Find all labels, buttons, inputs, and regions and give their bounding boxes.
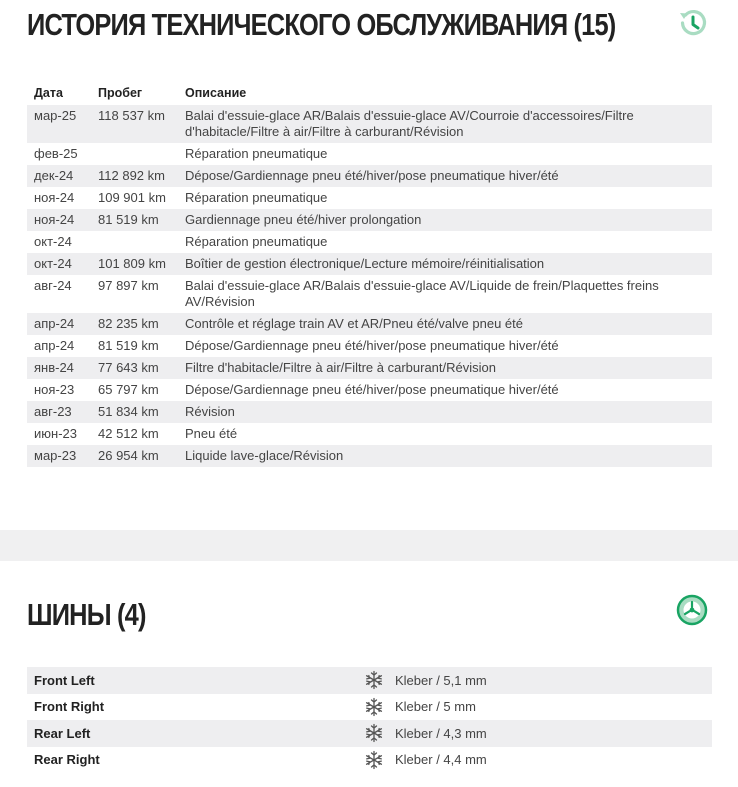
row-mileage: 26 954 km bbox=[91, 445, 178, 467]
section-divider bbox=[0, 530, 738, 561]
row-date: апр-24 bbox=[34, 338, 75, 353]
row-mileage: 81 519 km bbox=[91, 209, 178, 231]
row-date: окт-24 bbox=[27, 253, 91, 275]
row-mileage bbox=[91, 231, 178, 253]
tires-section bbox=[0, 561, 738, 787]
tire-info: Kleber / 4,4 mm bbox=[395, 752, 487, 768]
tire-info: Kleber / 5,1 mm bbox=[388, 667, 712, 694]
row-description: Révision bbox=[178, 401, 712, 423]
row-description: Liquide lave-glace/Révision bbox=[178, 445, 712, 467]
table-row bbox=[27, 445, 712, 467]
row-date: окт-24 bbox=[34, 234, 72, 249]
row-mileage bbox=[91, 143, 178, 165]
history-icon[interactable] bbox=[675, 6, 709, 40]
row-description: Balai d'essuie-glace AR/Balais d'essuie-glace AV/Liquide de frein/Plaquettes freins AV/Révision bbox=[185, 278, 659, 309]
header-date: Дата bbox=[34, 86, 63, 100]
table-header-row bbox=[27, 81, 712, 105]
maintenance-title: ИСТОРИЯ ТЕХНИЧЕСКОГО ОБСЛУЖИВАНИЯ (15) bbox=[27, 7, 616, 42]
row-mileage: 118 537 km bbox=[91, 105, 178, 143]
table-row bbox=[27, 231, 712, 253]
table-row bbox=[27, 379, 712, 401]
table-row bbox=[27, 105, 712, 143]
header-description: Описание bbox=[185, 86, 247, 100]
row-date: янв-24 bbox=[27, 357, 91, 379]
row-date: авг-23 bbox=[27, 401, 91, 423]
row-description: Boîtier de gestion électronique/Lecture mémoire/réinitialisation bbox=[178, 253, 712, 275]
tire-icon[interactable] bbox=[675, 593, 709, 627]
tires-rows bbox=[27, 667, 712, 773]
tire-row bbox=[27, 694, 712, 721]
row-description: Balai d'essuie-glace AR/Balais d'essuie-glace AV/Courroie d'accessoires/Filtre d'habitacle/Filtre à air/Filtre à carburant/Révision bbox=[178, 105, 712, 143]
row-date: фев-25 bbox=[34, 146, 78, 161]
row-mileage: 65 797 km bbox=[98, 382, 159, 397]
table-row bbox=[27, 357, 712, 379]
row-description: Gardiennage pneu été/hiver prolongation bbox=[178, 209, 712, 231]
tires-table bbox=[27, 667, 712, 773]
row-date: дек-24 bbox=[27, 165, 91, 187]
row-date: ноя-24 bbox=[27, 209, 91, 231]
snowflake-icon bbox=[364, 694, 388, 721]
row-date: мар-23 bbox=[27, 445, 91, 467]
row-date: июн-23 bbox=[34, 426, 77, 441]
table-row bbox=[27, 401, 712, 423]
row-description: Réparation pneumatique bbox=[185, 146, 328, 161]
table-row bbox=[27, 165, 712, 187]
row-description: Dépose/Gardiennage pneu été/hiver/pose pneumatique hiver/été bbox=[185, 338, 559, 353]
snowflake-icon bbox=[364, 720, 388, 747]
table-row bbox=[27, 253, 712, 275]
tire-row bbox=[27, 747, 712, 774]
tire-position: Rear Left bbox=[27, 720, 364, 747]
tire-position: Rear Right bbox=[34, 752, 100, 768]
tire-position: Front Left bbox=[27, 667, 364, 694]
tires-title: ШИНЫ (4) bbox=[27, 597, 146, 632]
table-row bbox=[27, 275, 712, 313]
table-row bbox=[27, 335, 712, 357]
row-description: Dépose/Gardiennage pneu été/hiver/pose pneumatique hiver/été bbox=[185, 382, 559, 397]
row-description: Pneu été bbox=[185, 426, 238, 441]
row-description: Filtre d'habitacle/Filtre à air/Filtre à carburant/Révision bbox=[178, 357, 712, 379]
table-row bbox=[27, 209, 712, 231]
tire-info: Kleber / 5 mm bbox=[395, 699, 476, 715]
tire-position: Front Right bbox=[34, 699, 105, 715]
row-description: Réparation pneumatique bbox=[185, 190, 328, 205]
row-date: мар-25 bbox=[27, 105, 91, 143]
row-date: апр-24 bbox=[27, 313, 91, 335]
row-mileage: 112 892 km bbox=[91, 165, 178, 187]
snowflake-icon bbox=[364, 667, 388, 694]
maintenance-rows bbox=[27, 105, 712, 467]
row-mileage: 97 897 km bbox=[98, 278, 159, 293]
row-description: Contrôle et réglage train AV et AR/Pneu été/valve pneu été bbox=[178, 313, 712, 335]
row-date: ноя-24 bbox=[34, 190, 75, 205]
row-mileage: 77 643 km bbox=[91, 357, 178, 379]
row-mileage: 82 235 km bbox=[91, 313, 178, 335]
row-mileage: 109 901 km bbox=[98, 190, 166, 205]
row-mileage: 51 834 km bbox=[91, 401, 178, 423]
table-row bbox=[27, 313, 712, 335]
row-mileage: 101 809 km bbox=[91, 253, 178, 275]
row-description: Dépose/Gardiennage pneu été/hiver/pose pneumatique hiver/été bbox=[178, 165, 712, 187]
header-mileage: Пробег bbox=[98, 86, 143, 100]
table-row bbox=[27, 143, 712, 165]
row-mileage: 81 519 km bbox=[98, 338, 159, 353]
row-date: ноя-23 bbox=[34, 382, 75, 397]
tire-info: Kleber / 4,3 mm bbox=[388, 720, 712, 747]
row-description: Réparation pneumatique bbox=[185, 234, 328, 249]
snowflake-icon bbox=[364, 747, 388, 774]
tire-row bbox=[27, 667, 712, 694]
row-mileage: 42 512 km bbox=[98, 426, 159, 441]
row-date: авг-24 bbox=[34, 278, 72, 293]
table-row bbox=[27, 187, 712, 209]
tire-row bbox=[27, 720, 712, 747]
maintenance-table bbox=[27, 81, 712, 467]
table-row bbox=[27, 423, 712, 445]
